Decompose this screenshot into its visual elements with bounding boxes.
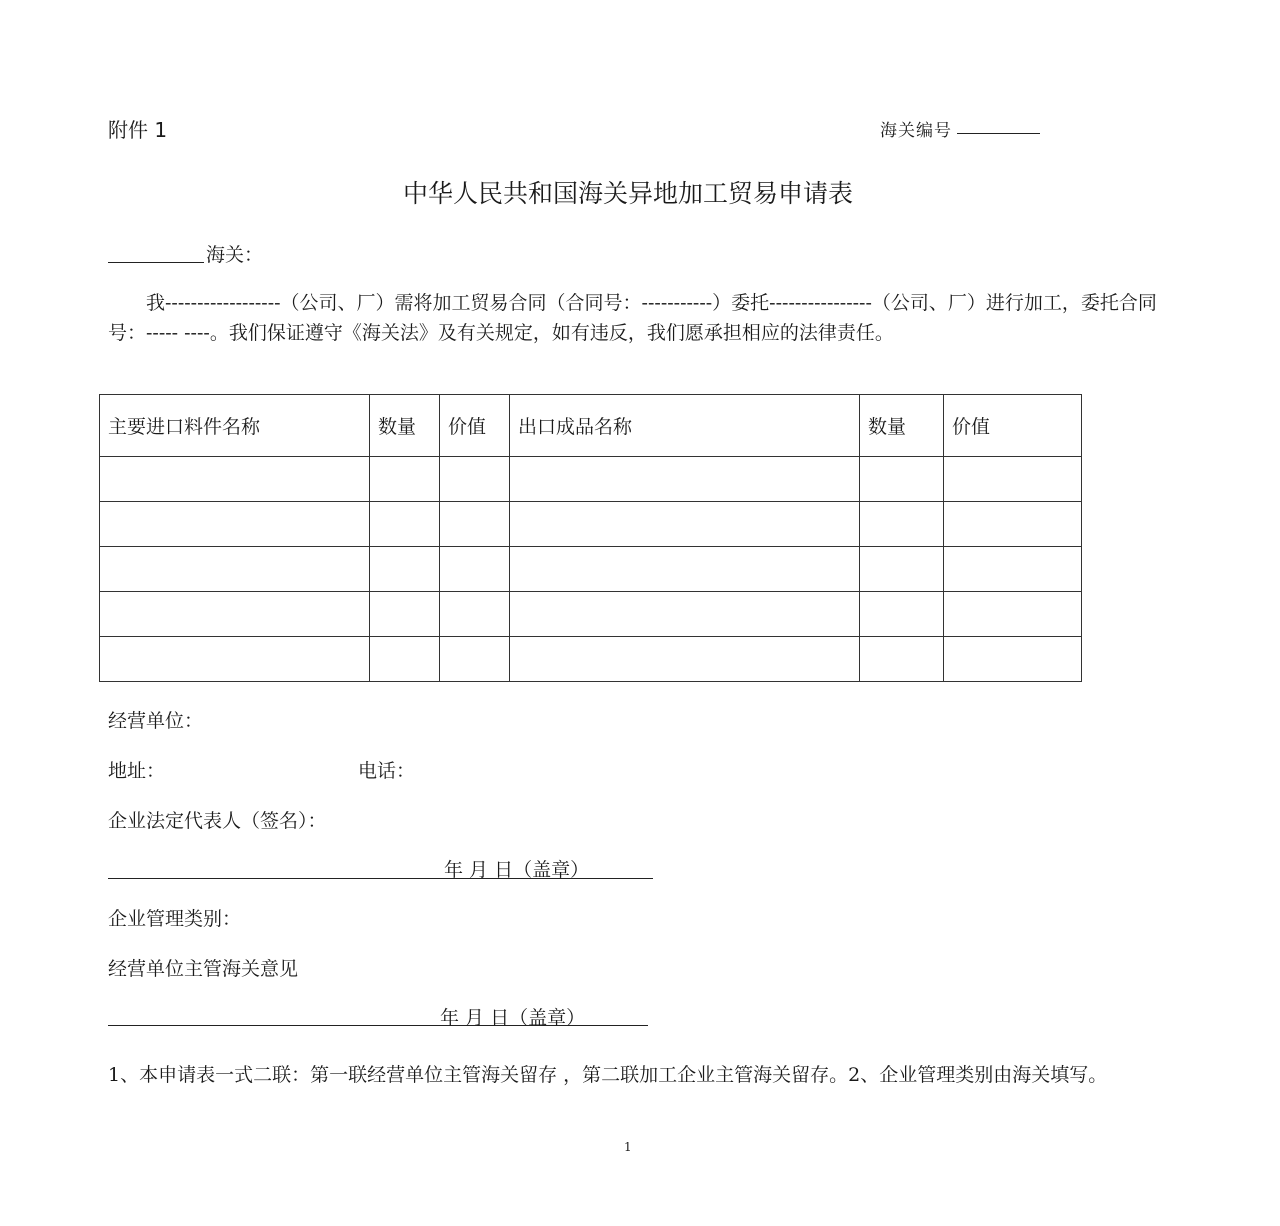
table-row [100,547,1082,592]
header-import-quantity: 数量 [370,395,440,457]
table-cell[interactable] [510,547,860,592]
customs-opinion-label: 经营单位主管海关意见 [108,958,299,980]
table-cell[interactable] [510,592,860,637]
management-category-label: 企业管理类别： [108,908,242,930]
table-cell[interactable] [370,457,440,502]
table-header-row [100,395,1082,457]
table-cell[interactable] [944,592,1082,637]
table-cell[interactable] [510,637,860,682]
table-row [100,502,1082,547]
customs-number-label: 海关编号 [880,121,952,141]
table-cell[interactable] [100,592,370,637]
table-cell[interactable] [440,592,510,637]
goods-table [99,394,1082,682]
table-cell[interactable] [100,637,370,682]
address-label: 地址： [108,760,166,782]
header-import-material-name: 主要进口料件名称 [100,395,370,457]
operating-unit-label: 经营单位： [108,710,204,732]
phone-label: 电话： [358,760,416,782]
table-cell[interactable] [860,592,944,637]
table-cell[interactable] [370,637,440,682]
form-title: 中华人民共和国海关异地加工贸易申请表 [402,179,853,208]
table-cell[interactable] [370,592,440,637]
table-cell[interactable] [860,457,944,502]
table-cell[interactable] [510,457,860,502]
table-row [100,592,1082,637]
form-notes: 1、本申请表一式二联：第一联经营单位主管海关留存 ，第二联加工企业主管海关留存。2、企业管理类别由海关填写。 [108,1064,1108,1086]
table-cell[interactable] [370,502,440,547]
attachment-label: 附件 1 [108,118,168,142]
table-row [100,637,1082,682]
legal-representative-label: 企业法定代表人（签名）： [108,810,327,832]
table-cell[interactable] [944,502,1082,547]
table-cell[interactable] [100,457,370,502]
table-cell[interactable] [944,637,1082,682]
table-cell[interactable] [860,637,944,682]
table-cell[interactable] [944,457,1082,502]
customs-number-blank[interactable] [957,133,1040,134]
table-cell[interactable] [100,502,370,547]
table-cell[interactable] [860,502,944,547]
table-cell[interactable] [100,547,370,592]
declaration-paragraph: 我------------------（公司、厂）需将加工贸易合同（合同号：-----------）委托----------------（公司、厂）进行加工，委托合同号：----- ----。我们保证遵守《海关法》及有关规定，如有违反，我们愿承担相应的法律责任。 [108,292,1157,344]
header-export-product-name: 出口成品名称 [510,395,860,457]
date-seal-enterprise: 年 月 日（盖章） [444,859,590,881]
table-cell[interactable] [440,547,510,592]
addressee-label: 海关： [206,244,264,266]
table-cell[interactable] [860,547,944,592]
table-cell[interactable] [440,502,510,547]
table-cell[interactable] [370,547,440,592]
header-export-value: 价值 [944,395,1082,457]
table-row [100,457,1082,502]
header-export-quantity: 数量 [860,395,944,457]
table-cell[interactable] [944,547,1082,592]
table-cell[interactable] [440,457,510,502]
table-cell[interactable] [510,502,860,547]
table-cell[interactable] [440,637,510,682]
header-import-value: 价值 [440,395,510,457]
customs-office-blank[interactable] [108,262,204,263]
date-seal-customs: 年 月 日（盖章） [440,1007,586,1029]
page-number: 1 [624,1140,632,1154]
